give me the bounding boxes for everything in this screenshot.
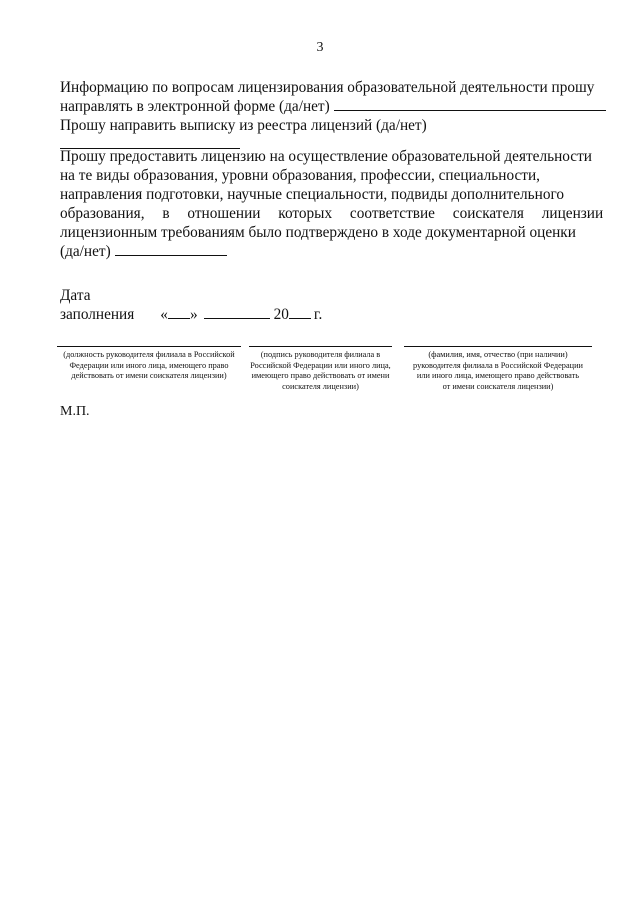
date-year-field[interactable] — [289, 305, 311, 319]
date-label-line-1: Дата — [60, 287, 91, 304]
request-line-2: на те виды образования, уровни образования, профессии, специальности, — [60, 167, 540, 184]
info-line-2-text: направлять в электронной форме (да/нет) — [60, 98, 330, 115]
signature-caption-line-1: (подпись руководителя филиала в — [260, 350, 381, 359]
date-label-line-2: заполнения — [60, 306, 135, 323]
date-year-suffix: г. — [313, 306, 323, 323]
license-request-paragraph — [60, 147, 606, 261]
stamp-place-label: М.П. — [60, 404, 90, 419]
full-name-caption-line-2: руководителя филиала в Российской Федерации — [413, 360, 583, 370]
info-line-2 — [60, 97, 606, 116]
position-caption — [50, 350, 248, 382]
request-line-3: направления подготовки, научные специальности, подвиды дополнительного — [60, 186, 565, 203]
signature-caption-line-2: Российской Федерации или иного лица, — [250, 360, 391, 370]
request-line-1: Прошу предоставить лицензию на осуществление образовательной деятельности — [60, 148, 592, 165]
date-day-field[interactable] — [168, 305, 190, 319]
request-line-4: образования, в отношении которых соответствие соискателя лицензии — [60, 205, 604, 222]
documentary-assessment-answer-field[interactable] — [115, 242, 227, 256]
fill-date-block — [60, 286, 606, 324]
info-request-block — [60, 78, 606, 154]
signature-caption-line-3: имеющего право действовать от имени — [251, 371, 390, 380]
info-line-1: Информацию по вопросам лицензирования образовательной деятельности прошу — [60, 79, 595, 96]
position-signature-line[interactable] — [57, 346, 241, 347]
full-name-caption-line-3: или иного лица, имеющего право действовать — [416, 371, 580, 380]
request-line-6 — [60, 242, 606, 261]
full-name-signature-line[interactable] — [404, 346, 592, 347]
position-caption-line-3: действовать от имени соискателя лицензии) — [71, 371, 227, 380]
request-line-5: лицензионным требованиям было подтверждено в ходе документарной оценки — [60, 224, 576, 241]
full-name-caption — [398, 350, 598, 392]
info-line-3-text: Прошу направить выписку из реестра лицензий (да/нет) — [60, 117, 427, 134]
date-year-prefix: 20 — [273, 306, 289, 323]
date-month-field[interactable] — [204, 305, 270, 319]
date-open-quote: « — [160, 306, 168, 323]
page-number: 3 — [316, 40, 324, 55]
date-row — [60, 305, 606, 324]
electronic-form-answer-field[interactable] — [334, 97, 606, 111]
date-close-quote: » — [189, 306, 198, 323]
signature-line[interactable] — [249, 346, 392, 347]
position-caption-line-1: (должность руководителя филиала в Российской — [63, 350, 235, 359]
signature-caption — [243, 350, 398, 392]
request-last-line-text: (да/нет) — [60, 243, 111, 260]
signature-caption-line-4: соискателя лицензии) — [282, 381, 359, 391]
full-name-caption-line-4: от имени соискателя лицензии) — [442, 381, 554, 391]
position-caption-line-2: Федерации или иного лица, имеющего право — [69, 360, 229, 370]
full-name-caption-line-1: (фамилия, имя, отчество (при наличии) — [428, 350, 568, 359]
